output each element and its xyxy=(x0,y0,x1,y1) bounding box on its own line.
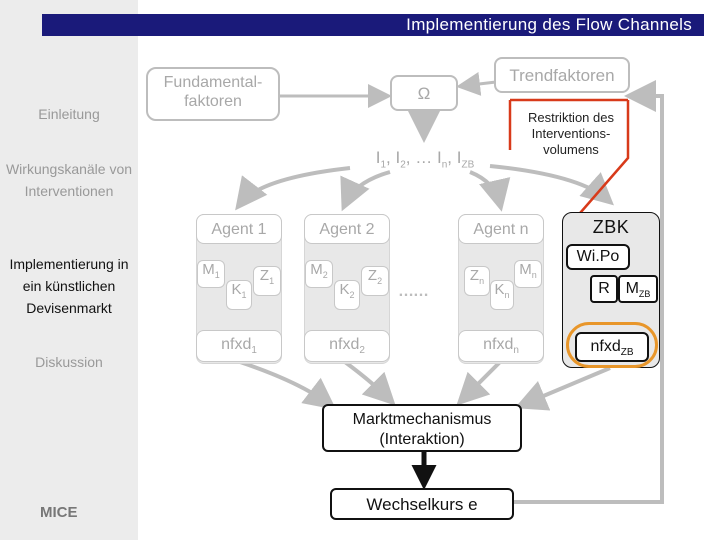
arrow-info-agentn xyxy=(470,172,500,204)
exchange-rate-box xyxy=(330,488,514,520)
arrow-trend-omega xyxy=(462,82,496,86)
agents-ellipsis: …… xyxy=(398,283,428,300)
arrow-agent1-market xyxy=(240,362,330,405)
market-line1: Marktmechanismus xyxy=(352,411,492,428)
sidebar-item-label: Diskussion xyxy=(35,354,103,370)
zbk-nfxd-highlight xyxy=(566,322,658,368)
agent-n-m: $M_n$ xyxy=(514,260,542,288)
agent-n-name: Agent n xyxy=(473,221,529,238)
arrow-info-zbk xyxy=(490,166,608,200)
agent-n-z: $Z_n$ xyxy=(464,266,490,296)
sidebar-item-label: Implementierung in ein künstlichen Devisenmarkt xyxy=(9,256,129,316)
agent-1-nfxd: nfxd$_1$ xyxy=(196,330,282,362)
agent-2-m: $M_2$ xyxy=(305,260,333,288)
market-line2: (Interaktion) xyxy=(379,431,465,448)
arrow-info-agent2 xyxy=(345,172,390,204)
agent-2-header xyxy=(304,214,390,244)
zbk-wipo: Wi.Po xyxy=(566,244,630,270)
info-set-label: $I_1$, $I_2$, … $I_n$, $I_{ZB}$ xyxy=(375,148,475,171)
omega-box xyxy=(390,75,458,111)
trend-label: Trendfaktoren xyxy=(509,66,615,85)
fundamental-label: Fundamental-faktoren xyxy=(163,74,263,110)
sidebar-item-label: Wirkungskanäle von Interventionen xyxy=(5,161,133,199)
zbk-r: R xyxy=(590,275,618,303)
arrow-info-agent1 xyxy=(240,168,350,204)
agent-2-k: $K_2$ xyxy=(334,280,360,310)
restriction-label: Restriktion des Interventions-volumens xyxy=(528,110,614,157)
agent-n-header xyxy=(458,214,544,244)
agent-2-nfxd: nfxd$_2$ xyxy=(304,330,390,362)
trend-box xyxy=(494,57,630,93)
arrow-agentn-market xyxy=(462,362,500,400)
zbk-name: ZBK xyxy=(592,217,630,237)
zbk-nfxd: nfxd$_{ZB}$ xyxy=(575,332,649,362)
agent-1-header xyxy=(196,214,282,244)
agent-1-name: Agent 1 xyxy=(211,221,267,238)
exchange-rate-label: Wechselkurs e xyxy=(366,495,478,514)
zbk-mzb: $M_{ZB}$ xyxy=(618,275,658,303)
mice-logo: MICE xyxy=(40,504,78,521)
agent-2-name: Agent 2 xyxy=(319,221,375,238)
arrow-agent2-market xyxy=(345,362,390,400)
omega-label: Ω xyxy=(417,84,431,103)
market-box xyxy=(322,404,522,452)
fundamental-box xyxy=(146,67,280,121)
sidebar-item-label: Einleitung xyxy=(38,106,100,122)
arrow-zbk-market xyxy=(522,368,610,405)
agent-n-k: $K_n$ xyxy=(490,280,514,310)
agent-2-z: $Z_2$ xyxy=(361,266,389,296)
agent-n-nfxd: nfxd$_n$ xyxy=(458,330,544,362)
agent-1-z: $Z_1$ xyxy=(253,266,281,296)
agent-1-k: $K_1$ xyxy=(226,280,252,310)
page-title: Implementierung des Flow Channels xyxy=(406,15,692,34)
agent-1-m: $M_1$ xyxy=(197,260,225,288)
